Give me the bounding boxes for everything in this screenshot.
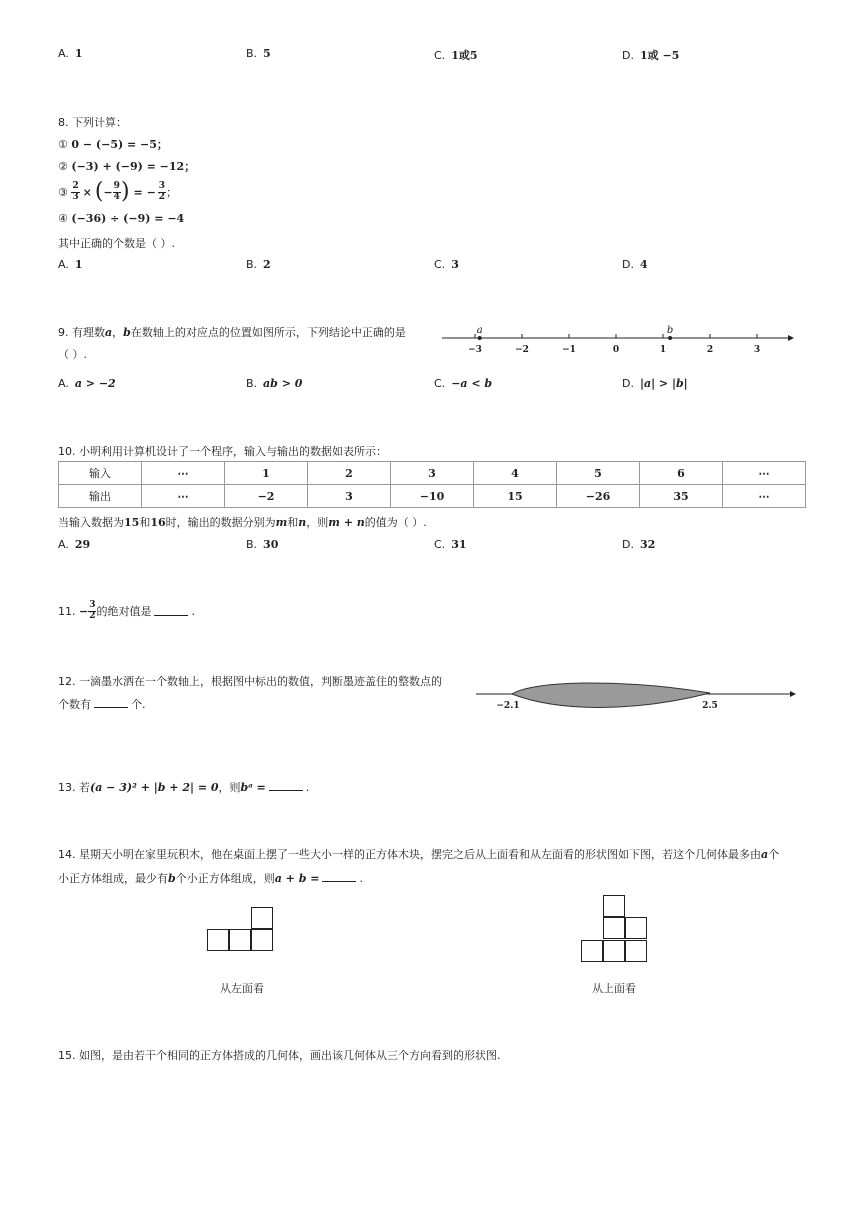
q7-option-c: C. 1或5 — [434, 49, 478, 62]
q8-item-1: ① 0 − (−5) = −5； — [58, 138, 168, 151]
axis-tick-label: 1 — [659, 345, 667, 355]
q8-option-a: A. 1 — [58, 258, 83, 271]
fraction: $\frac{9}{4}$ — [113, 181, 120, 202]
top-view-cube — [581, 940, 603, 962]
left-view-cube — [207, 929, 229, 951]
answer-blank — [154, 606, 188, 616]
point-a-label: a — [476, 325, 483, 336]
q8-option-c: C. 3 — [434, 258, 459, 271]
point-b — [668, 336, 672, 340]
axis-tick-label: −2 — [515, 345, 529, 355]
q14-line2: 小正方体组成，最少有b个小正方体组成，则a + b = . — [58, 872, 363, 885]
left-view-cube — [251, 907, 273, 929]
fraction: $\frac{2}{3}$ — [72, 181, 79, 202]
q10-question: 当输入数据为15和16时，输出的数据分别为m和n，则m + n的值为（ ）. — [58, 516, 427, 529]
q8-option-d: D. 4 — [622, 258, 648, 271]
q13: 13. 若(a − 3)² + |b + 2| = 0，则bᵃ = . — [58, 781, 310, 794]
axis-tick-label: −1 — [562, 345, 576, 355]
left-view-cube — [229, 929, 251, 951]
q10-option-a: A. 29 — [58, 538, 91, 551]
point-a — [478, 336, 482, 340]
q11: 11. − $\frac{3}{2}$ 的绝对值是 . — [58, 600, 195, 621]
axis-tick-label: 2 — [706, 345, 714, 355]
q8-option-b: B. 2 — [246, 258, 271, 271]
table-row: 输出 ⋯ −2 3 −10 15 −26 35 ⋯ — [59, 485, 806, 508]
q9-stem: 9. 有理数a，b在数轴上的对应点的位置如图所示，下列结论中正确的是 — [58, 326, 406, 339]
right-value-label: 2.5 — [702, 701, 718, 711]
q12-ink-number-line — [474, 680, 799, 716]
top-view-cube — [603, 940, 625, 962]
axis-arrow — [790, 691, 796, 697]
answer-blank — [269, 781, 303, 791]
table-row: 输入 ⋯ 1 2 3 4 5 6 ⋯ — [59, 462, 806, 485]
q9-stem-cont: （ ）. — [58, 348, 87, 361]
q8-question: 其中正确的个数是（ ）. — [58, 237, 175, 250]
q15-stem: 15. 如图，是由若干个相同的正方体搭成的几何体，画出该几何体从三个方向看到的形状图. — [58, 1049, 501, 1062]
q8-item-3: ③ $\frac{2}{3}$ × ( − $\frac{9}{4}$ ) = − $\frac{3}{2}$ ； — [58, 179, 178, 204]
q10-option-d: D. 32 — [622, 538, 656, 551]
q10-stem: 10. 小明利用计算机设计了一个程序，输入与输出的数据如表所示： — [58, 445, 387, 458]
top-view-cube — [625, 917, 647, 939]
q8-item-2: ② (−3) + (−9) = −12； — [58, 160, 196, 173]
q10-option-c: C. 31 — [434, 538, 467, 551]
q9-option-d: D. |a| > |b| — [622, 377, 688, 390]
q7-option-d: D. 1或 −5 — [622, 49, 680, 62]
q7-option-b: B. 5 — [246, 47, 271, 60]
axis-tick-label: −3 — [468, 345, 482, 355]
left-view-caption: 从左面看 — [220, 982, 264, 995]
fraction: $\frac{3}{2}$ — [158, 181, 166, 202]
q12-line1: 12. 一滴墨水洒在一个数轴上，根据图中标出的数值，判断墨迹盖住的整数点的 — [58, 675, 442, 688]
q10-option-b: B. 30 — [246, 538, 279, 551]
top-view-caption: 从上面看 — [592, 982, 636, 995]
axis-arrow — [788, 335, 794, 341]
point-b-label: b — [666, 325, 674, 336]
left-view-cube — [251, 929, 273, 951]
q9-option-b: B. ab > 0 — [246, 377, 303, 390]
top-view-cube — [603, 917, 625, 939]
q9-option-a: A. a > −2 — [58, 377, 116, 390]
q14-line1: 14. 星期天小明在家里玩积木，他在桌面上摆了一些大小一样的正方体木块，摆完之后从上面看和从左面看的形状图如下图，若这个几何体最多由a个 — [58, 848, 780, 861]
axis-tick-label: 3 — [753, 345, 761, 355]
left-value-label: −2.1 — [496, 701, 520, 711]
top-view-cube — [603, 895, 625, 917]
q9-number-line — [436, 322, 798, 358]
q12-line2: 个数有 个. — [58, 698, 146, 711]
fraction: $\frac{3}{2}$ — [89, 600, 96, 621]
q7-option-a: A. 1 — [58, 47, 83, 60]
axis-tick-label: 0 — [612, 345, 620, 355]
answer-blank — [322, 872, 356, 882]
top-view-cube — [625, 940, 647, 962]
ink-blot — [512, 683, 710, 707]
q8-item-4: ④ (−36) ÷ (−9) = −4 — [58, 212, 185, 225]
q9-option-c: C. −a < b — [434, 377, 493, 390]
io-table — [58, 461, 806, 508]
q8-stem: 8. 下列计算： — [58, 116, 127, 129]
answer-blank — [94, 698, 128, 708]
